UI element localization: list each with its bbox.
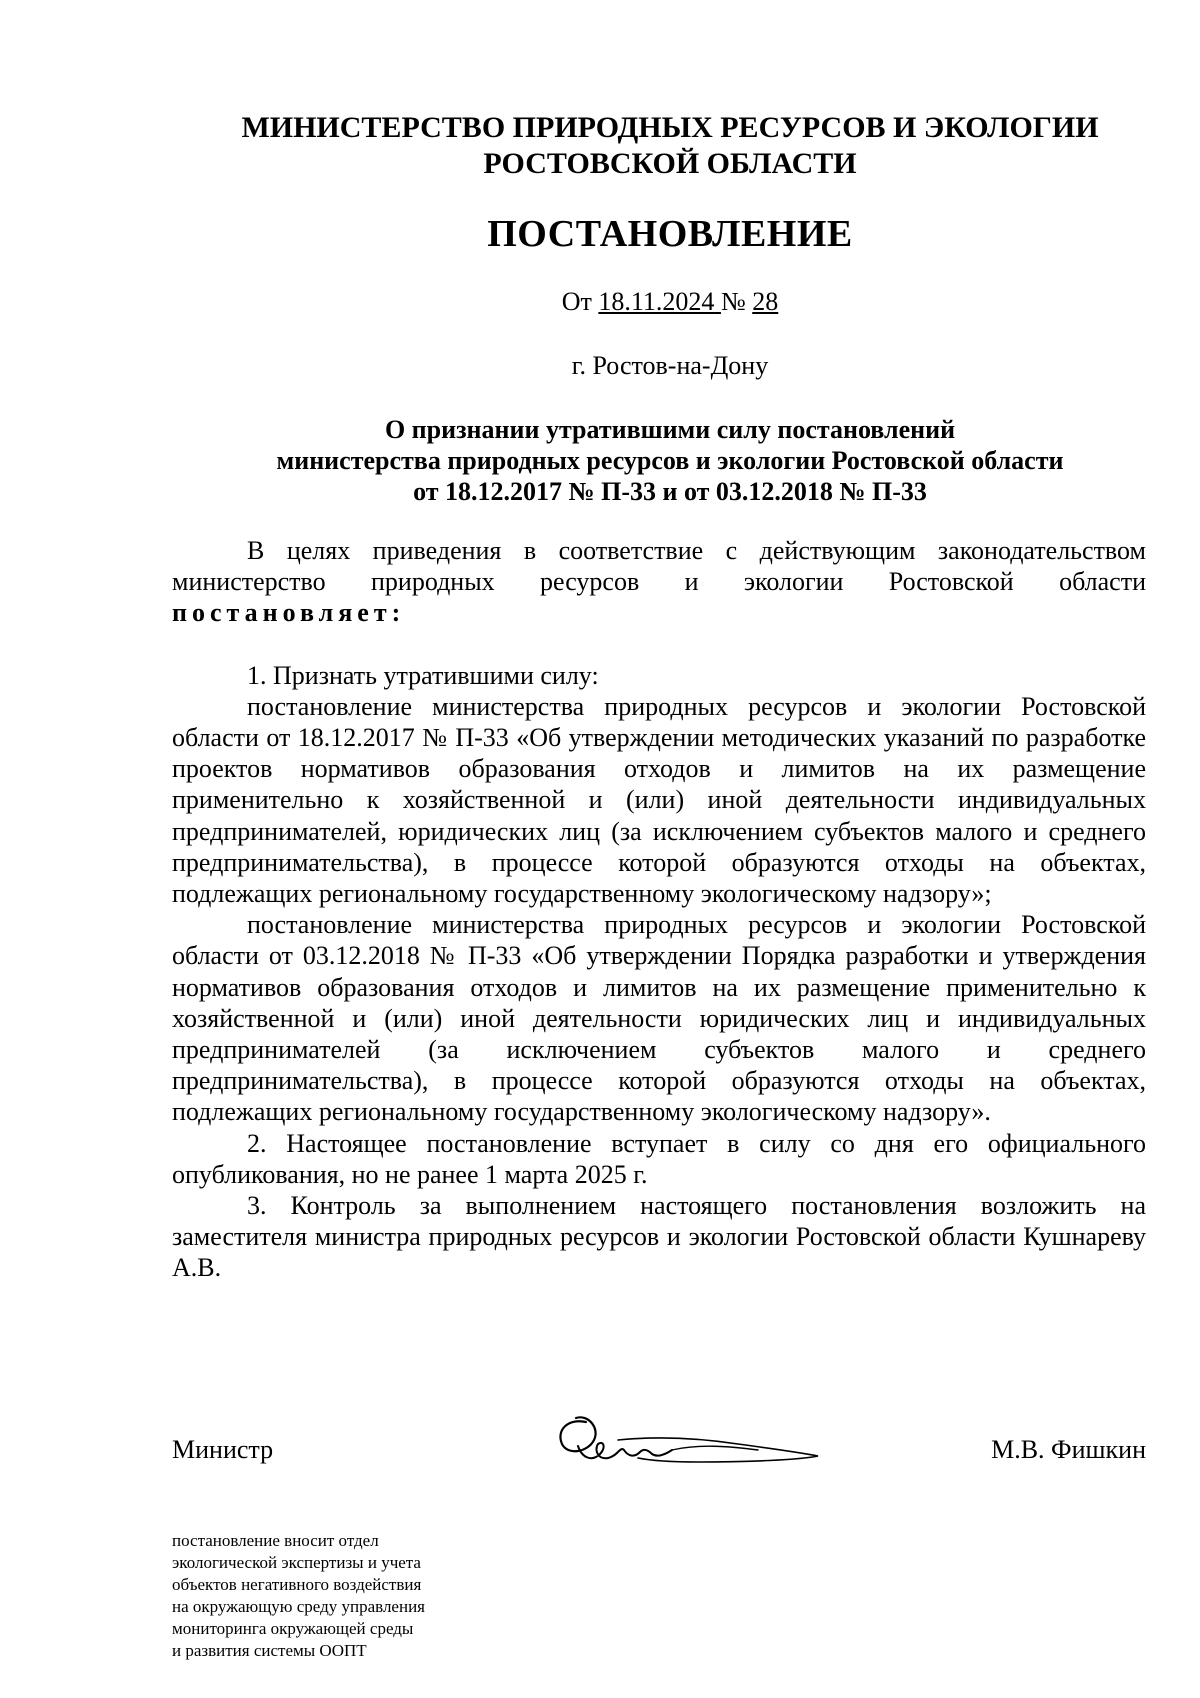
executor-line3: объектов негативного воздействия (172, 1575, 422, 1594)
document-date-number (170, 286, 1170, 318)
executor-line5: мониторинга окружающей среды (172, 1619, 414, 1638)
preamble-text: В целях приведения в соответствие с действующим законодательством министерство природных ресурсов и экологии Ростовской области (172, 536, 1146, 597)
ministry-header (170, 110, 1170, 182)
executor-line6: и развития системы ООПТ (172, 1641, 367, 1660)
item1-b-paragraph: постановление министерства природных ресурсов и экологии Ростовской области от 03.12.2018 № П-33 «Об утверждении Порядка разработки и утверждения нормативов образования отходов и лимитов на их размещение применительно к хозяйственной и (или) иной деятельности юридических лиц и индивидуальных предпринимателей (за исключением субъектов малого и среднего предпринимательства), в процессе которой образуются отходы на объектах, подлежащих региональному государственному экологическому надзору». (172, 910, 1146, 1127)
signatory-name: М.В. Фишкин (991, 1435, 1146, 1464)
number-label: № (720, 287, 746, 316)
signatory-position: Министр (172, 1435, 274, 1464)
document-subject (170, 414, 1170, 507)
document-city: г. Ростов-на-Дону (571, 351, 769, 380)
handwritten-signature (548, 1400, 838, 1490)
document-date: 18.11.2024 (598, 287, 715, 316)
document-number: 28 (752, 287, 779, 316)
item1-a-paragraph: постановление министерства природных ресурсов и экологии Ростовской области от 18.12.2017 № П-33 «Об утверждении методических указаний по разработке проектов нормативов образования отходов и лимитов на их размещение применительно к хозяйственной и (или) иной деятельности индивидуальных предпринимателей, юридических лиц (за исключением субъектов малого и среднего предпринимательства), в процессе которой образуются отходы на объектах, подлежащих региональному государственному экологическому надзору»; (172, 691, 1146, 909)
date-prefix: От (561, 287, 592, 316)
executor-note (172, 1530, 532, 1662)
item2-paragraph: 2. Настоящее постановление вступает в силу со дня его официального опубликования, но не ранее 1 марта 2025 г. (172, 1128, 1146, 1189)
preamble-paragraph (172, 535, 1146, 629)
document-body (172, 535, 1146, 1284)
subject-line3: от 18.12.2017 № П-33 и от 03.12.2018 № П-33 (413, 477, 927, 506)
document-type-title: ПОСТАНОВЛЕНИЕ (487, 213, 853, 255)
ministry-header-line1: МИНИСТЕРСТВО ПРИРОДНЫХ РЕСУРСОВ И ЭКОЛОГИИ (241, 111, 1099, 144)
item3-paragraph: 3. Контроль за выполнением настоящего постановления возложить на заместителя министра природных ресурсов и экологии Ростовской области Кушнареву А.В. (172, 1191, 1146, 1283)
resolves-word: постановляет: (172, 598, 406, 628)
subject-line1: О признании утратившими силу постановлений (384, 415, 956, 444)
executor-line1: постановление вносит отдел (172, 1531, 379, 1550)
executor-line4: на окружающую среду управления (172, 1597, 425, 1616)
ministry-header-line2: РОСТОВСКОЙ ОБЛАСТИ (483, 147, 857, 180)
item1-title: 1. Признать утратившими силу: (247, 660, 599, 690)
subject-line2: министерства природных ресурсов и экологии Ростовской области (276, 446, 1064, 475)
executor-line2: экологической экспертизы и учета (172, 1553, 421, 1572)
